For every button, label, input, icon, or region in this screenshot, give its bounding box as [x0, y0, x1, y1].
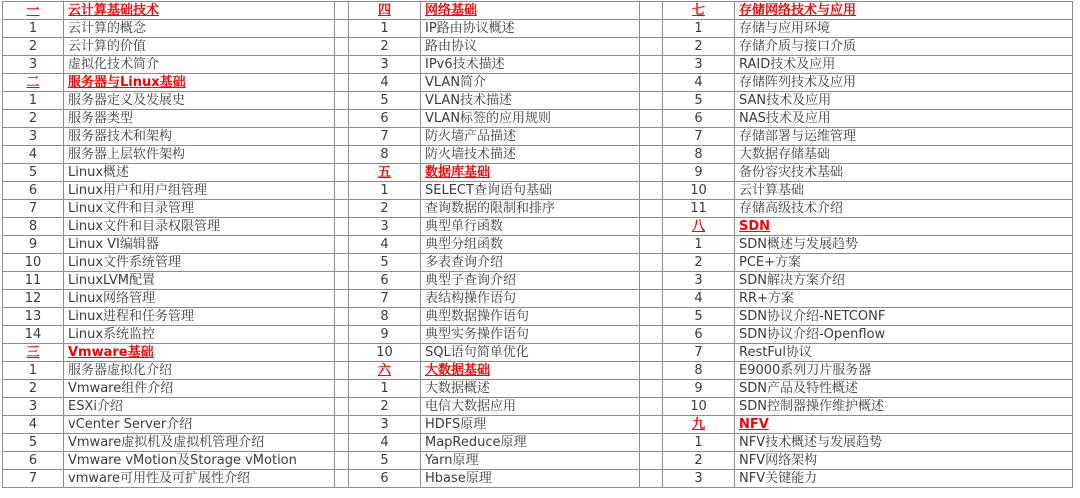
section-number-cell: 三	[3, 344, 64, 362]
spacer-cell	[335, 452, 349, 470]
spacer-cell	[640, 56, 663, 74]
item-title-cell: Linux用户和用户组管理	[64, 182, 335, 200]
item-number-cell: 7	[349, 290, 421, 308]
table-row	[3, 380, 1073, 398]
item-number-cell: 2	[663, 254, 735, 272]
item-title-cell: vCenter Server介绍	[64, 416, 335, 434]
table-row	[3, 308, 1073, 326]
table-row	[3, 200, 1073, 218]
table-row	[3, 326, 1073, 344]
item-title-cell: 服务器技术和架构	[64, 128, 335, 146]
spacer-cell	[335, 470, 349, 488]
item-number-cell: 5	[3, 164, 64, 182]
item-number-cell: 4	[663, 290, 735, 308]
item-number-cell: 1	[349, 20, 421, 38]
section-title-cell: 大数据基础	[421, 362, 640, 380]
item-number-cell: 6	[663, 110, 735, 128]
item-number-cell: 1	[349, 182, 421, 200]
item-number-cell: 8	[349, 146, 421, 164]
spacer-cell	[335, 326, 349, 344]
item-title-cell: SQL语句简单优化	[421, 344, 640, 362]
item-number-cell: 9	[349, 326, 421, 344]
spacer-cell	[335, 290, 349, 308]
spacer-cell	[640, 236, 663, 254]
item-title-cell: 查询数据的限制和排序	[421, 200, 640, 218]
item-title-cell: NFV技术概述与发展趋势	[735, 434, 1073, 452]
item-title-cell: Linux概述	[64, 164, 335, 182]
table-row	[3, 434, 1073, 452]
item-number-cell: 7	[663, 344, 735, 362]
item-number-cell: 3	[349, 218, 421, 236]
item-number-cell: 2	[663, 452, 735, 470]
spacer-cell	[640, 92, 663, 110]
item-number-cell: 8	[663, 362, 735, 380]
item-title-cell: MapReduce原理	[421, 434, 640, 452]
spacer-cell	[335, 362, 349, 380]
item-number-cell: 2	[3, 38, 64, 56]
item-title-cell: LinuxLVM配置	[64, 272, 335, 290]
table-row	[3, 254, 1073, 272]
item-number-cell: 3	[3, 56, 64, 74]
item-title-cell: vmware可用性及可扩展性介绍	[64, 470, 335, 488]
item-number-cell: 7	[3, 200, 64, 218]
spacer-cell	[335, 272, 349, 290]
section-title-cell: 服务器与Linux基础	[64, 74, 335, 92]
spacer-cell	[640, 326, 663, 344]
table-row	[3, 182, 1073, 200]
spacer-cell	[335, 398, 349, 416]
spacer-cell	[640, 74, 663, 92]
item-title-cell: 大数据概述	[421, 380, 640, 398]
table-row	[3, 56, 1073, 74]
item-title-cell: VLAN技术描述	[421, 92, 640, 110]
table-row	[3, 20, 1073, 38]
item-number-cell: 10	[663, 182, 735, 200]
item-number-cell: 3	[349, 416, 421, 434]
item-title-cell: 云计算基础	[735, 182, 1073, 200]
table-row	[3, 218, 1073, 236]
item-title-cell: 典型子查询介绍	[421, 272, 640, 290]
item-number-cell: 6	[3, 452, 64, 470]
item-title-cell: Vmware虚拟机及虚拟机管理介绍	[64, 434, 335, 452]
item-title-cell: 典型数据操作语句	[421, 308, 640, 326]
item-title-cell: 表结构操作语句	[421, 290, 640, 308]
item-number-cell: 3	[349, 56, 421, 74]
item-title-cell: NFV网络架构	[735, 452, 1073, 470]
item-title-cell: SELECT查询语句基础	[421, 182, 640, 200]
item-title-cell: SDN协议介绍-NETCONF	[735, 308, 1073, 326]
item-number-cell: 1	[349, 380, 421, 398]
item-title-cell: Linux网络管理	[64, 290, 335, 308]
item-number-cell: 4	[349, 74, 421, 92]
item-title-cell: Linux进程和任务管理	[64, 308, 335, 326]
item-title-cell: SDN产品及特性概述	[735, 380, 1073, 398]
item-number-cell: 10	[349, 344, 421, 362]
item-number-cell: 7	[663, 128, 735, 146]
spacer-cell	[640, 146, 663, 164]
item-number-cell: 9	[3, 236, 64, 254]
spacer-cell	[335, 200, 349, 218]
item-title-cell: ESXi介绍	[64, 398, 335, 416]
spacer-cell	[335, 344, 349, 362]
item-title-cell: VLAN标签的应用规则	[421, 110, 640, 128]
section-title-cell: SDN	[735, 218, 1073, 236]
section-title-cell: 云计算基础技术	[64, 2, 335, 20]
item-title-cell: 防火墙产品描述	[421, 128, 640, 146]
item-title-cell: 存储部署与运维管理	[735, 128, 1073, 146]
item-title-cell: SAN技术及应用	[735, 92, 1073, 110]
item-title-cell: E9000系列刀片服务器	[735, 362, 1073, 380]
item-number-cell: 3	[663, 272, 735, 290]
item-title-cell: 典型分组函数	[421, 236, 640, 254]
spacer-cell	[640, 182, 663, 200]
item-number-cell: 1	[663, 236, 735, 254]
item-title-cell: 云计算的概念	[64, 20, 335, 38]
item-number-cell: 10	[663, 398, 735, 416]
item-number-cell: 3	[3, 128, 64, 146]
section-number-cell: 九	[663, 416, 735, 434]
item-title-cell: 服务器定义及发展史	[64, 92, 335, 110]
table-row	[3, 74, 1073, 92]
section-number-cell: 四	[349, 2, 421, 20]
item-number-cell: 13	[3, 308, 64, 326]
item-number-cell: 8	[3, 218, 64, 236]
item-number-cell: 6	[349, 110, 421, 128]
table-row	[3, 110, 1073, 128]
item-number-cell: 2	[663, 38, 735, 56]
spacer-cell	[640, 218, 663, 236]
item-title-cell: 存储阵列技术及应用	[735, 74, 1073, 92]
item-title-cell: 防火墙技术描述	[421, 146, 640, 164]
spacer-cell	[335, 236, 349, 254]
table-row	[3, 470, 1073, 488]
item-title-cell: Hbase原理	[421, 470, 640, 488]
spacer-cell	[640, 2, 663, 20]
item-title-cell: Linux文件和目录权限管理	[64, 218, 335, 236]
section-number-cell: 一	[3, 2, 64, 20]
spacer-cell	[335, 380, 349, 398]
spacer-cell	[640, 470, 663, 488]
table-row	[3, 290, 1073, 308]
item-title-cell: 典型单行函数	[421, 218, 640, 236]
item-number-cell: 7	[3, 470, 64, 488]
item-number-cell: 5	[663, 92, 735, 110]
spacer-cell	[640, 164, 663, 182]
item-number-cell: 5	[349, 254, 421, 272]
spacer-cell	[640, 110, 663, 128]
table-row	[3, 344, 1073, 362]
item-number-cell: 4	[3, 146, 64, 164]
item-number-cell: 5	[349, 92, 421, 110]
item-title-cell: SDN控制器操作维护概述	[735, 398, 1073, 416]
spacer-cell	[335, 218, 349, 236]
spacer-cell	[640, 434, 663, 452]
section-title-cell: NFV	[735, 416, 1073, 434]
item-number-cell: 1	[663, 434, 735, 452]
spacer-cell	[335, 74, 349, 92]
item-number-cell: 4	[349, 236, 421, 254]
item-title-cell: Linux文件和目录管理	[64, 200, 335, 218]
item-title-cell: 典型实务操作语句	[421, 326, 640, 344]
table-row	[3, 2, 1073, 20]
spacer-cell	[640, 398, 663, 416]
spacer-cell	[335, 128, 349, 146]
catalog-rows	[3, 2, 1073, 488]
spacer-cell	[640, 20, 663, 38]
item-title-cell: IPv6技术描述	[421, 56, 640, 74]
item-title-cell: 备份容灾技术基础	[735, 164, 1073, 182]
item-title-cell: SDN概述与发展趋势	[735, 236, 1073, 254]
item-number-cell: 4	[663, 74, 735, 92]
item-title-cell: NFV关键能力	[735, 470, 1073, 488]
item-number-cell: 1	[3, 92, 64, 110]
spacer-cell	[640, 380, 663, 398]
item-title-cell: PCE+方案	[735, 254, 1073, 272]
spacer-cell	[335, 254, 349, 272]
spacer-cell	[335, 434, 349, 452]
item-title-cell: HDFS原理	[421, 416, 640, 434]
spacer-cell	[335, 416, 349, 434]
table-row	[3, 92, 1073, 110]
item-title-cell: 服务器上层软件架构	[64, 146, 335, 164]
table-row	[3, 128, 1073, 146]
spacer-cell	[335, 110, 349, 128]
item-title-cell: 服务器虚拟化介绍	[64, 362, 335, 380]
item-title-cell: RestFul协议	[735, 344, 1073, 362]
item-title-cell: 虚拟化技术简介	[64, 56, 335, 74]
spacer-cell	[640, 308, 663, 326]
table-row	[3, 146, 1073, 164]
item-number-cell: 3	[663, 470, 735, 488]
spacer-cell	[335, 92, 349, 110]
item-title-cell: 多表查询介绍	[421, 254, 640, 272]
item-number-cell: 2	[3, 110, 64, 128]
item-title-cell: RR+方案	[735, 290, 1073, 308]
table-row	[3, 272, 1073, 290]
item-title-cell: Yarn原理	[421, 452, 640, 470]
spacer-cell	[640, 344, 663, 362]
item-number-cell: 11	[3, 272, 64, 290]
item-number-cell: 5	[663, 308, 735, 326]
item-title-cell: Vmware组件介绍	[64, 380, 335, 398]
section-title-cell: Vmware基础	[64, 344, 335, 362]
item-number-cell: 8	[349, 308, 421, 326]
item-number-cell: 8	[663, 146, 735, 164]
item-title-cell: 存储高级技术介绍	[735, 200, 1073, 218]
item-number-cell: 10	[3, 254, 64, 272]
item-title-cell: 存储介质与接口介质	[735, 38, 1073, 56]
item-number-cell: 6	[663, 326, 735, 344]
table-row	[3, 452, 1073, 470]
item-title-cell: 服务器类型	[64, 110, 335, 128]
spacer-cell	[640, 290, 663, 308]
item-number-cell: 1	[3, 362, 64, 380]
section-number-cell: 二	[3, 74, 64, 92]
item-number-cell: 9	[663, 164, 735, 182]
section-number-cell: 五	[349, 164, 421, 182]
spacer-cell	[335, 164, 349, 182]
course-catalog-table	[2, 1, 1073, 488]
item-title-cell: 大数据存储基础	[735, 146, 1073, 164]
section-number-cell: 七	[663, 2, 735, 20]
item-number-cell: 1	[663, 20, 735, 38]
item-number-cell: 2	[3, 380, 64, 398]
item-number-cell: 3	[3, 398, 64, 416]
table-row	[3, 398, 1073, 416]
item-number-cell: 3	[663, 56, 735, 74]
spacer-cell	[335, 308, 349, 326]
item-title-cell: Linux文件系统管理	[64, 254, 335, 272]
section-title-cell: 网络基础	[421, 2, 640, 20]
item-number-cell: 2	[349, 200, 421, 218]
item-title-cell: 路由协议	[421, 38, 640, 56]
spacer-cell	[640, 128, 663, 146]
item-number-cell: 4	[349, 434, 421, 452]
spacer-cell	[640, 362, 663, 380]
item-number-cell: 2	[349, 38, 421, 56]
item-title-cell: SDN解决方案介绍	[735, 272, 1073, 290]
item-number-cell: 14	[3, 326, 64, 344]
table-row	[3, 236, 1073, 254]
item-number-cell: 12	[3, 290, 64, 308]
spacer-cell	[335, 56, 349, 74]
item-title-cell: Linux VI编辑器	[64, 236, 335, 254]
spacer-cell	[640, 272, 663, 290]
table-row	[3, 362, 1073, 380]
section-number-cell: 八	[663, 218, 735, 236]
item-title-cell: Vmware vMotion及Storage vMotion	[64, 452, 335, 470]
spacer-cell	[335, 20, 349, 38]
item-title-cell: NAS技术及应用	[735, 110, 1073, 128]
spacer-cell	[640, 200, 663, 218]
table-row	[3, 416, 1073, 434]
item-number-cell: 5	[3, 434, 64, 452]
item-title-cell: RAID技术及应用	[735, 56, 1073, 74]
section-title-cell: 数据库基础	[421, 164, 640, 182]
spacer-cell	[640, 452, 663, 470]
spacer-cell	[640, 254, 663, 272]
item-title-cell: VLAN简介	[421, 74, 640, 92]
item-title-cell: 云计算的价值	[64, 38, 335, 56]
item-number-cell: 9	[663, 380, 735, 398]
item-number-cell: 6	[349, 470, 421, 488]
item-title-cell: IP路由协议概述	[421, 20, 640, 38]
section-number-cell: 六	[349, 362, 421, 380]
spacer-cell	[640, 416, 663, 434]
item-number-cell: 5	[349, 452, 421, 470]
item-title-cell: 电信大数据应用	[421, 398, 640, 416]
spacer-cell	[640, 38, 663, 56]
item-number-cell: 7	[349, 128, 421, 146]
item-number-cell: 2	[349, 398, 421, 416]
item-number-cell: 11	[663, 200, 735, 218]
item-number-cell: 6	[3, 182, 64, 200]
spacer-cell	[335, 38, 349, 56]
table-row	[3, 38, 1073, 56]
spacer-cell	[335, 182, 349, 200]
item-title-cell: Linux系统监控	[64, 326, 335, 344]
spacer-cell	[335, 146, 349, 164]
spacer-cell	[335, 2, 349, 20]
section-title-cell: 存储网络技术与应用	[735, 2, 1073, 20]
item-number-cell: 1	[3, 20, 64, 38]
item-title-cell: SDN协议介绍-Openflow	[735, 326, 1073, 344]
item-title-cell: 存储与应用环境	[735, 20, 1073, 38]
table-row	[3, 164, 1073, 182]
item-number-cell: 4	[3, 416, 64, 434]
item-number-cell: 6	[349, 272, 421, 290]
